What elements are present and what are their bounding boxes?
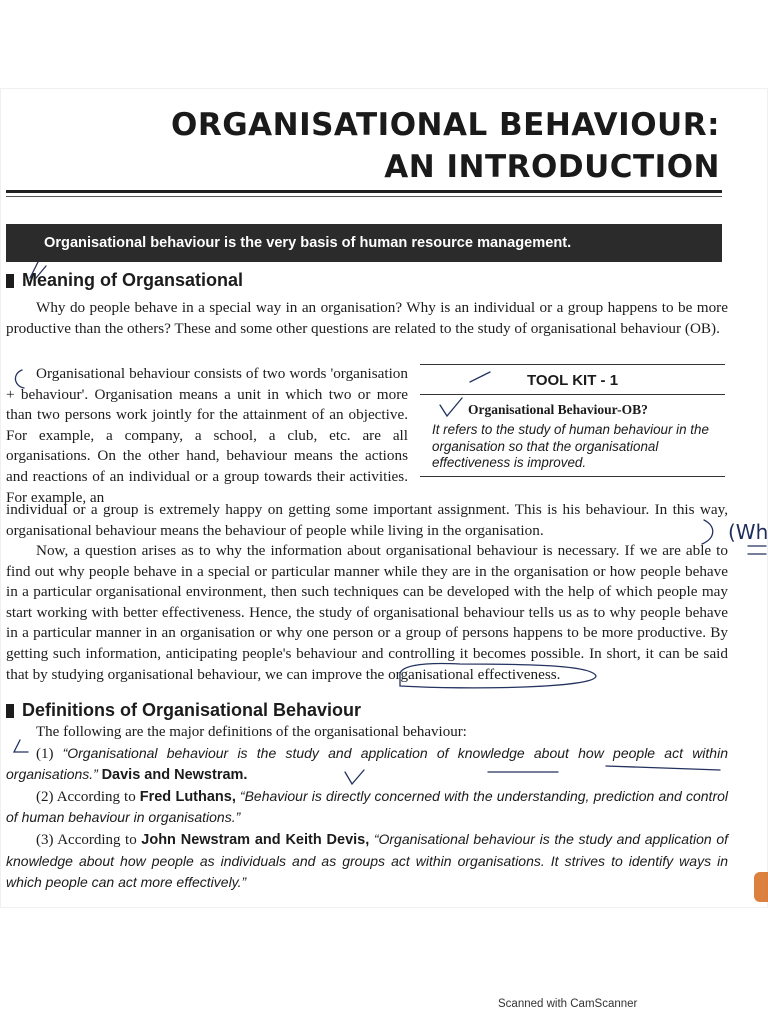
handwritten-margin-note: (Wh (728, 520, 768, 544)
definition-author: John Newstram and Keith Devis, (141, 831, 370, 848)
section-heading-text: Meaning of Organsational (22, 270, 244, 290)
bullet-square-icon (6, 704, 14, 718)
definition-number: (1) (36, 745, 54, 762)
toolkit-body: It refers to the study of human behaviour in the organisation so that the organisational effectiveness is improved. (432, 422, 709, 470)
meaning-paragraph: Organisational behaviour consists of two words 'organisation + behaviour'. Organisation means a unit in which two or more than two persons work jointly for the attainment of an objective. For example, a company, a school, a club, etc. are all organisations. On the other hand, behaviour means the actions and reactions of an individual or a group towards their activities. For example, an (6, 365, 408, 506)
title-rule-thin (6, 196, 722, 197)
toolkit-title: TOOL KIT - 1 (526, 372, 619, 389)
definition-author: Davis and Newstram. (101, 767, 248, 784)
definition-2 (6, 786, 728, 829)
tool-kit-box (420, 364, 725, 480)
section-heading-text: Definitions of Organisational Behaviour (22, 700, 362, 720)
definition-quote: “Behaviour is directly concerned with the understanding, prediction and control of human behaviour in organisations.” (6, 787, 728, 826)
definitions-list (6, 722, 728, 894)
definition-number: (2) According to (36, 788, 136, 805)
toolkit-subtitle: Organisational Behaviour-OB? (468, 402, 648, 417)
title-rule (6, 190, 722, 193)
summary-banner (6, 224, 722, 262)
title-line-1: ORGANISATIONAL BEHAVIOUR: (170, 107, 720, 143)
toolkit-mid-rule (420, 394, 725, 395)
toolkit-top-rule (420, 364, 725, 365)
toolkit-bottom-rule (420, 476, 725, 477)
definitions-intro: The following are the major definitions of the organisational behaviour: (36, 724, 467, 740)
title-line-2: AN INTRODUCTION (384, 149, 720, 185)
intro-paragraph: Why do people behave in a special way in an organisation? Why is an individual or a group happens to be more productive than the others? These and some other questions are related to the study of organisational behaviour (OB). (6, 299, 728, 337)
necessity-paragraph: Now, a question arises as to why the information about organisational behaviour is necessary. If we are able to find out why people behave in a special or particular manner while they are in the organisation or how people behave in a particular organisational environment, then such techniques can be developed with the help of which people may start working with better effectiveness. Hence, the study of organisational behaviour tells us as to why people behave in a particular manner in an organisation or why one person or a group of persons happens to be more productive. By getting such information, anticipating people's behaviour and controlling it becomes possible. In short, it can be said that by studying organisational behaviour, we can improve the organisational effectiveness. (6, 542, 728, 683)
definition-quote: “Organisational behaviour is the study and application of knowledge about how people act within organisations.” (6, 744, 728, 783)
definition-3 (6, 829, 728, 894)
banner-text: Organisational behaviour is the very basis of human resource management. (44, 235, 572, 251)
definition-1 (6, 743, 728, 786)
page-title (100, 104, 720, 188)
definition-author: Fred Luthans, (139, 788, 236, 805)
meaning-continuation: individual or a group is extremely happy on getting some important assignment. This is his behaviour. In this way, organisational behaviour means the behaviour of people while living in the organisation. (6, 501, 728, 539)
bullet-square-icon (6, 274, 14, 288)
scanner-watermark: Scanned with CamScanner (498, 998, 638, 1010)
page-edge-tab (754, 872, 768, 902)
section-heading-meaning (6, 270, 243, 291)
definition-quote: “Organisational behaviour is the study and application of knowledge about how people as individuals and as groups act within organisations. It strives to identify ways in which people can act more effectively.” (6, 830, 729, 891)
section-heading-definitions (6, 700, 361, 721)
definition-number: (3) According to (36, 831, 137, 848)
